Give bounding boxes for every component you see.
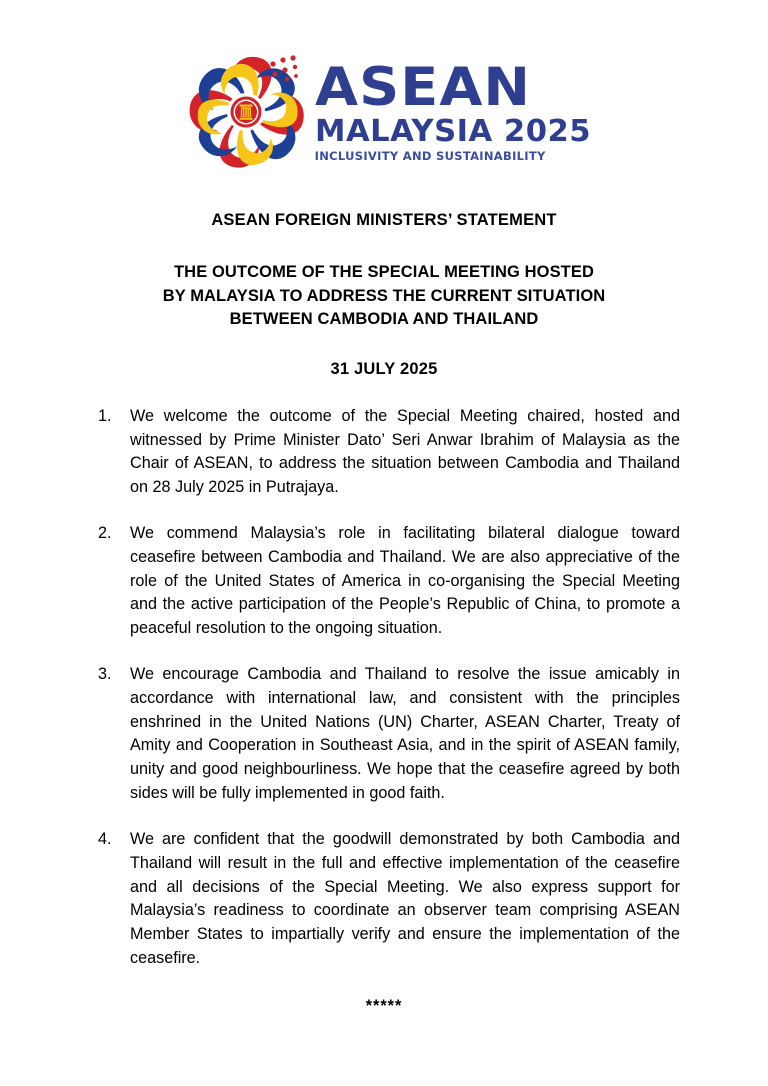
paragraph-text: We encourage Cambodia and Thailand to resolve the issue amicably in accordance with international law, and consistent with the principles enshrined in the United Nations (UN) Charter, ASEAN Charter, Treaty of Amity and Cooperation in Southeast Asia, and in the spirit of ASEAN family, unity and good neighbourliness. We hope that the ceasefire agreed by both sides will be fully implemented in good faith. (130, 665, 680, 803)
title-line-2: BY MALAYSIA TO ADDRESS THE CURRENT SITUATION (162, 286, 606, 305)
logo-header (0, 0, 768, 174)
logo-tagline-text: INCLUSIVITY AND SUSTAINABILITY (314, 149, 546, 164)
paragraph-text: We welcome the outcome of the Special Meeting chaired, hosted and witnessed by Prime Minister Dato’ Seri Anwar Ibrahim of Malaysia as the Chair of ASEAN, to address the situation between Cambodia and Thailand on 28 July 2025 in Putrajaya. (130, 406, 680, 497)
paragraph-item (88, 405, 680, 500)
paragraph-number: 3. (98, 665, 112, 684)
paragraph-item (88, 828, 680, 971)
statement-label: ASEAN FOREIGN MINISTERS’ STATEMENT (211, 211, 557, 229)
paragraph-text: We commend Malaysia’s role in facilitating bilateral dialogue toward ceasefire between Cambodia and Thailand. We are also appreciative of the role of the United States of America in co-organising the Special Meeting and the active participation of the People’s Republic of China, to promote a peaceful resolution to the ongoing situation. (130, 523, 680, 638)
paragraph-number: 1. (98, 406, 112, 425)
end-of-document-marker: ***** (365, 996, 403, 1015)
asean-malaysia-2025-logo (183, 48, 591, 174)
document-body (88, 405, 680, 1016)
paragraph-item (88, 522, 680, 641)
document-title (0, 261, 768, 331)
title-line-1: THE OUTCOME OF THE SPECIAL MEETING HOSTED (174, 263, 594, 282)
title-line-3: BETWEEN CAMBODIA AND THAILAND (229, 310, 539, 329)
logo-asean-text: ASEAN (314, 57, 531, 119)
document-heading (0, 210, 768, 379)
document-date: 31 JULY 2025 (330, 359, 438, 378)
paragraph-text: We are confident that the goodwill demonstrated by both Cambodia and Thailand will result in the full and effective implementation of the ceasefire and all decisions of the Special Meeting. We also express support for Malaysia’s readiness to coordinate an observer team comprising ASEAN Member States to impartially verify and ensure the implementation of the ceasefire. (130, 829, 680, 967)
paragraph-item (88, 663, 680, 806)
paragraph-number: 4. (98, 829, 112, 848)
paragraph-number: 2. (98, 523, 112, 542)
logo-malaysia-2025-text: MALAYSIA 2025 (314, 113, 591, 149)
asean-spiral-logo-icon (183, 48, 309, 174)
logo-wordmark (314, 57, 591, 164)
